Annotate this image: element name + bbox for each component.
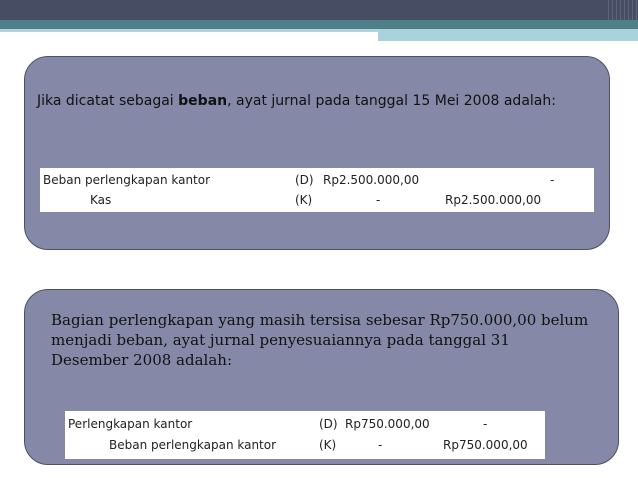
journal-entry-table — [40, 168, 594, 212]
intro-text-start: Jika dicatat sebagai — [37, 93, 179, 109]
debit-amount: - — [378, 438, 383, 452]
account-name: Perlengkapan kantor — [68, 417, 193, 431]
header-light-block — [378, 29, 638, 41]
header-bar — [0, 0, 638, 20]
intro-text-end: , ayat jurnal pada tanggal 15 Mei 2008 adalah: — [227, 93, 556, 109]
credit-amount: - — [550, 173, 555, 187]
credit-amount: Rp2.500.000,00 — [445, 193, 542, 207]
adjustment-panel — [24, 289, 619, 465]
header-accent-bar — [0, 20, 638, 29]
journal-row — [65, 435, 545, 455]
account-name: Beban perlengkapan kantor — [43, 173, 211, 187]
debit-amount: Rp2.500.000,00 — [323, 173, 420, 187]
adjustment-text: Bagian perlengkapan yang masih tersisa sebesar Rp750.000,00 belum menjadi beban, ayat jurnal penyesuaiannya pada tanggal 31 Desember 2008 adalah: — [51, 311, 589, 369]
credit-amount: - — [483, 417, 488, 431]
entry-side: (K) — [295, 193, 313, 207]
account-name: Kas — [90, 193, 112, 207]
entry-side: (K) — [319, 438, 337, 452]
journal-row — [40, 190, 594, 210]
journal-row — [40, 170, 594, 190]
debit-amount: - — [376, 193, 381, 207]
header-stripes — [608, 0, 638, 20]
credit-amount: Rp750.000,00 — [443, 438, 528, 452]
intro-text-bold: beban — [178, 93, 228, 109]
debit-amount: Rp750.000,00 — [345, 417, 430, 431]
journal-row — [65, 414, 545, 434]
expense-method-panel — [24, 56, 610, 250]
entry-side: (D) — [319, 417, 338, 431]
account-name: Beban perlengkapan kantor — [109, 438, 277, 452]
expense-method-text — [37, 91, 597, 112]
header-light-line — [0, 29, 378, 32]
entry-side: (D) — [295, 173, 314, 187]
adjusting-journal-table — [65, 411, 545, 459]
